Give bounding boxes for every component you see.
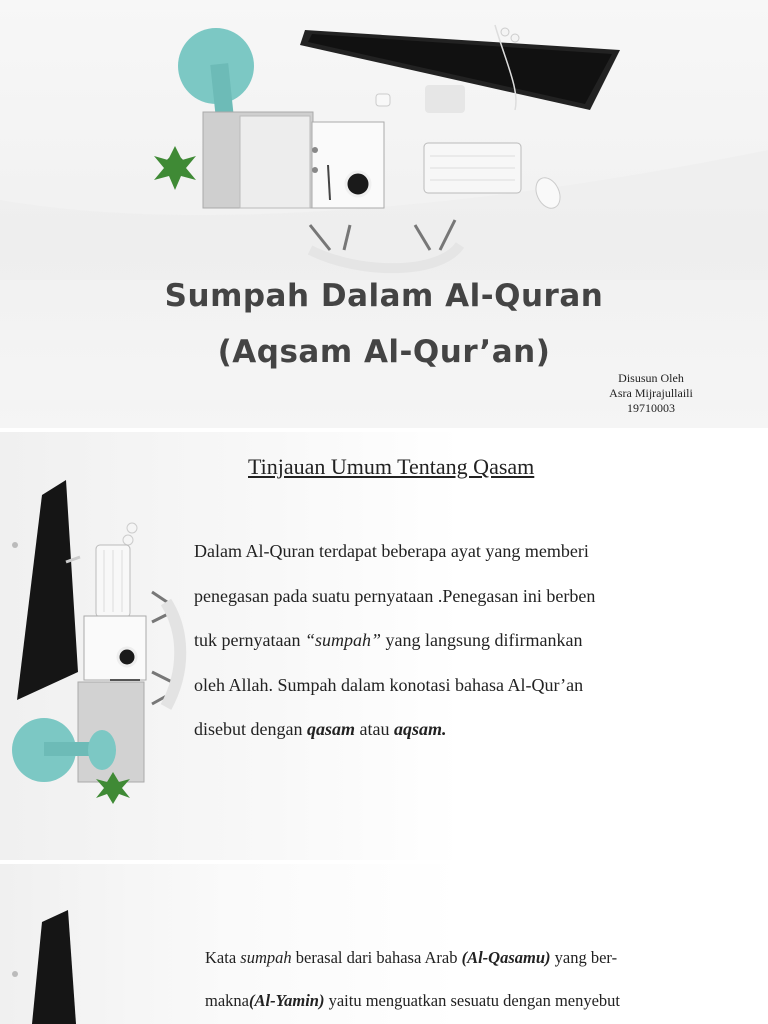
author-name: Asra Mijrajullaili xyxy=(609,386,693,400)
text-run: yang ber- xyxy=(554,948,618,967)
monitor-icon xyxy=(32,910,76,1024)
text-run: Dalam Al-Quran terdapat beberapa ayat yang memberi xyxy=(194,541,589,561)
paragraph-line xyxy=(194,618,764,663)
coffee-cup-icon xyxy=(118,648,136,666)
paragraph-line xyxy=(194,663,764,708)
text-run: makna xyxy=(205,991,249,1010)
folder-icon xyxy=(78,682,144,782)
bold-term: aqsam. xyxy=(393,719,447,739)
text-run: yang langsung difirmankan xyxy=(385,630,583,650)
definition-paragraph xyxy=(205,936,765,1022)
monitor-icon xyxy=(300,30,620,113)
italic-term: “sumpah” xyxy=(304,630,381,650)
bold-term: qasam xyxy=(306,719,355,739)
author-id: 19710003 xyxy=(627,401,675,415)
coffee-cup-icon xyxy=(346,172,370,196)
section-heading: Tinjauan Umum Tentang Qasam xyxy=(248,454,535,479)
desk-illustration xyxy=(0,0,768,280)
slide-title xyxy=(0,0,768,432)
overview-paragraph xyxy=(194,529,764,752)
bold-term: (Al-Yamin) xyxy=(248,991,325,1010)
text-run: Kata xyxy=(205,948,237,967)
author-label: Disusun Oleh xyxy=(618,371,684,385)
text-run: berasal dari bahasa Arab xyxy=(295,948,458,967)
slide-definition xyxy=(0,864,768,1024)
plant-icon xyxy=(154,146,196,190)
title-line-2: (Aqsam Al-Qur’an) xyxy=(217,334,551,370)
paragraph-line xyxy=(194,529,764,574)
desk-illustration-side xyxy=(0,432,200,864)
slide-overview xyxy=(0,432,768,864)
text-run: disebut dengan xyxy=(194,719,303,739)
text-run: yaitu menguatkan sesuatu dengan menyebut xyxy=(328,991,621,1010)
keyboard-icon xyxy=(424,143,521,193)
text-run: oleh Allah. Sumpah dalam konotasi bahasa Al-Qur’an xyxy=(194,674,584,695)
italic-term: sumpah xyxy=(240,948,292,967)
paragraph-line xyxy=(194,574,764,619)
text-run: tuk pernyataan xyxy=(194,630,301,650)
desk-illustration-side xyxy=(0,864,200,1024)
paragraph-line xyxy=(205,936,765,979)
monitor-icon xyxy=(17,480,78,700)
title-line-1: Sumpah Dalam Al-Quran xyxy=(164,278,604,314)
text-run: penegasan pada suatu pernyataan .Penegasan ini berben xyxy=(194,585,596,606)
text-run: atau xyxy=(359,719,390,739)
paragraph-line xyxy=(205,979,765,1022)
author-block xyxy=(596,371,706,416)
paragraph-line xyxy=(194,707,764,752)
bold-term: (Al-Qasamu) xyxy=(461,948,551,967)
